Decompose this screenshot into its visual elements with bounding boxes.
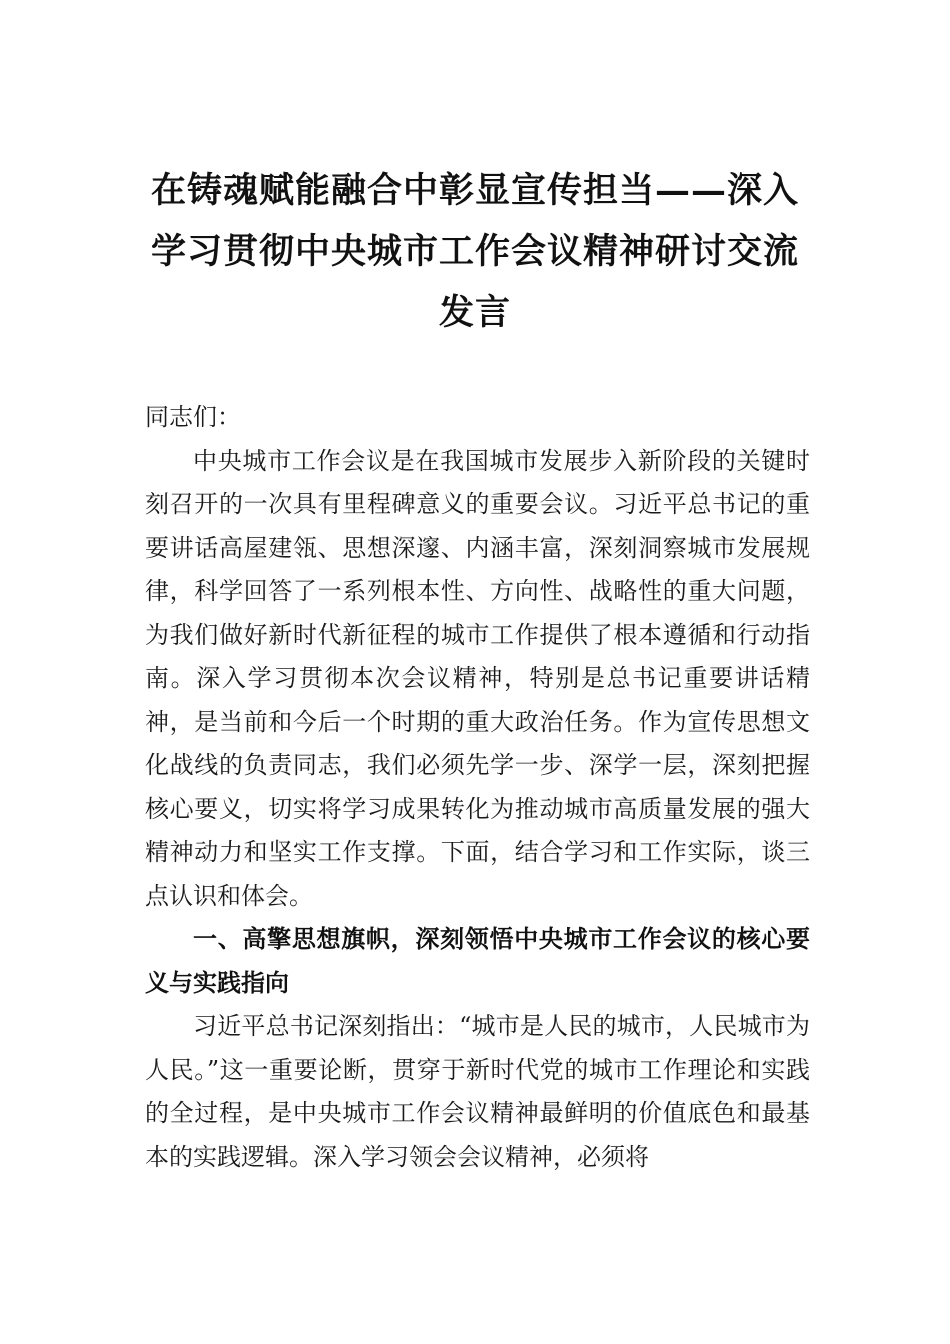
salutation: 同志们：: [145, 403, 241, 431]
section-paragraph: 习近平总书记深刻指出：“城市是人民的城市，人民城市为人民。”这一重要论断，贯穿于新时代党的城市工作理论和实践的全过程，是中央城市工作会议精神最鲜明的价值底色和最基本的实践逻辑。深入学习领会会议精神，必须将: [145, 1012, 810, 1171]
document-body: [145, 396, 810, 1179]
section-heading: 一、高擎思想旗帜，深刻领悟中央城市工作会议的核心要义与实践指向: [145, 925, 810, 997]
body-paragraph: 中央城市工作会议是在我国城市发展步入新阶段的关键时刻召开的一次具有里程碑意义的重要会议。习近平总书记的重要讲话高屋建瓴、思想深邃、内涵丰富，深刻洞察城市发展规律，科学回答了一系列根本性、方向性、战略性的重大问题，为我们做好新时代新征程的城市工作提供了根本遵循和行动指南。深入学习贯彻本次会议精神，特别是总书记重要讲话精神，是当前和今后一个时期的重大政治任务。作为宣传思想文化战线的负责同志，我们必须先学一步、深学一层，深刻把握核心要义，切实将学习成果转化为推动城市高质量发展的强大精神动力和坚实工作支撑。下面，结合学习和工作实际，谈三点认识和体会。: [145, 446, 810, 910]
document-title: 在铸魂赋能融合中彰显宣传担当——深入学习贯彻中央城市工作会议精神研讨交流发言: [150, 170, 799, 333]
